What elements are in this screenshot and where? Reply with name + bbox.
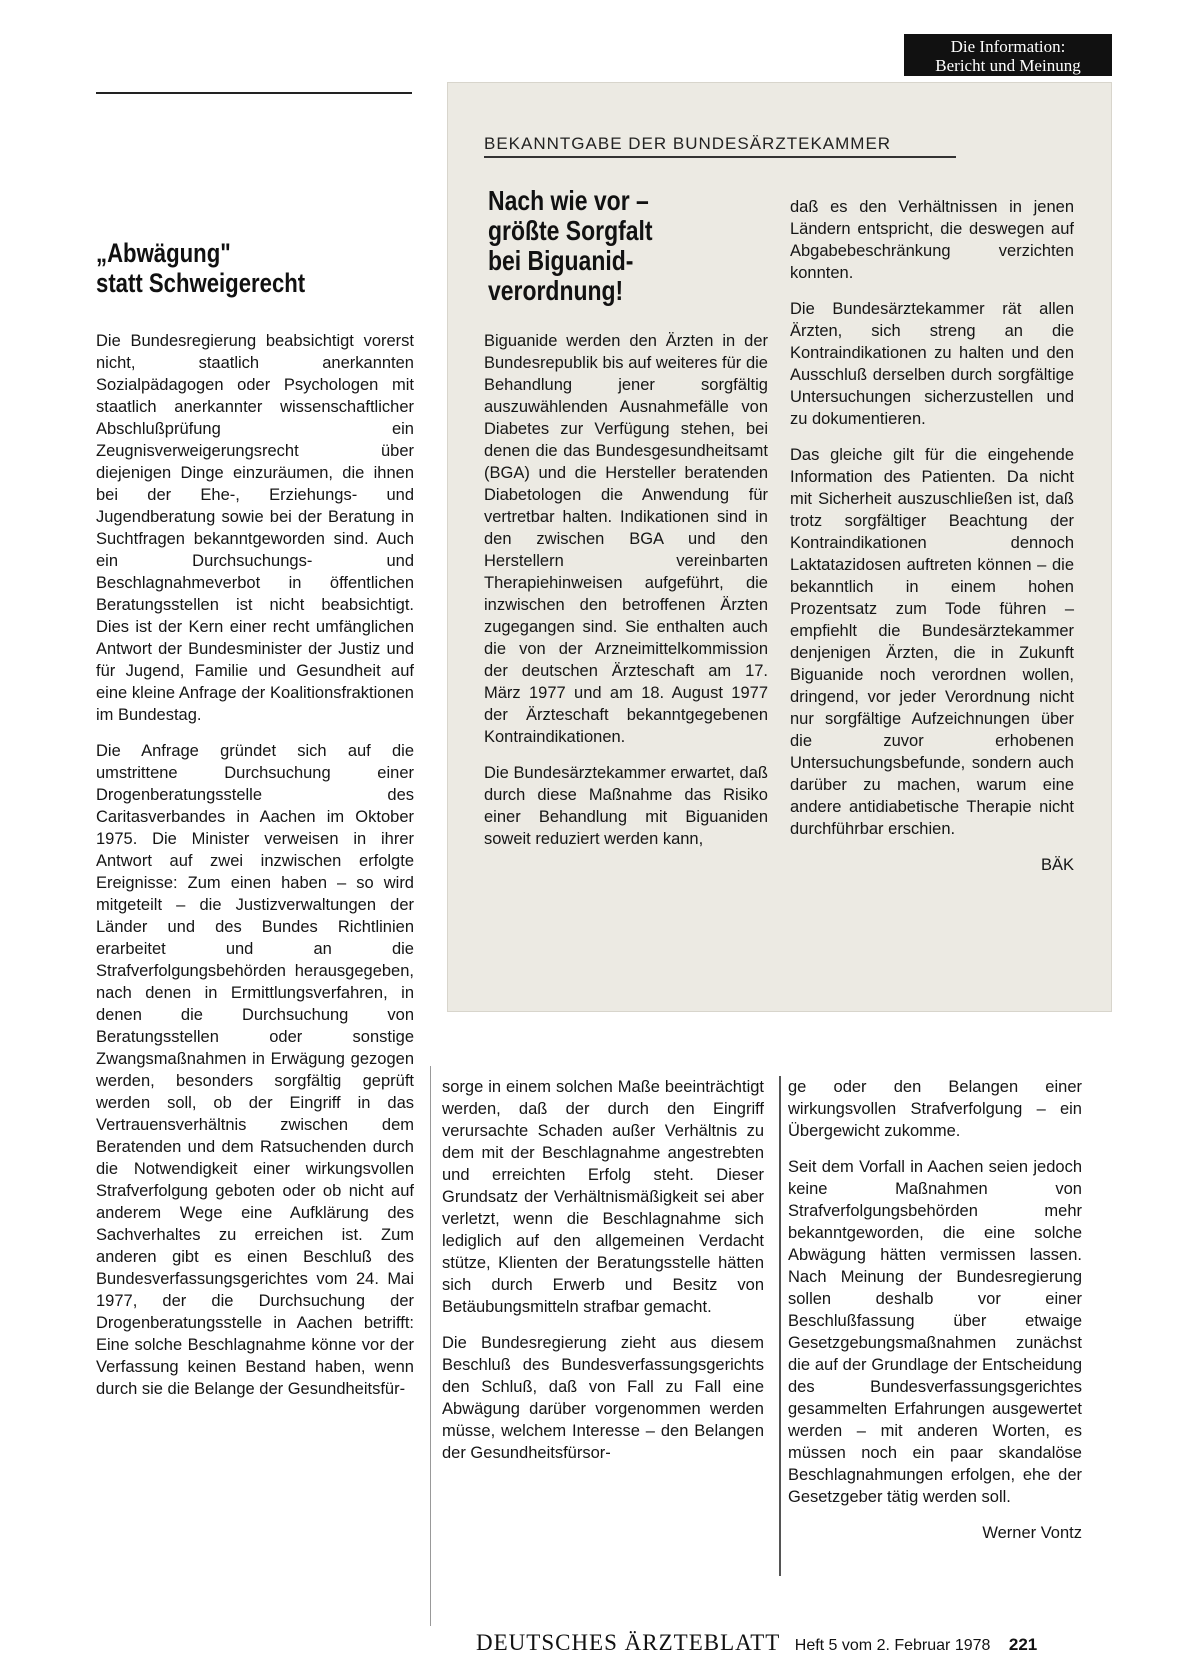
lower-column-divider-left — [430, 1066, 431, 1626]
section-tag — [904, 34, 1112, 76]
journal-name: DEUTSCHES ÄRZTEBLATT — [476, 1630, 781, 1655]
box-column-2 — [790, 196, 1074, 890]
box-column-1-paragraph-1: Biguanide werden den Ärzten in der Bundesrepublik bis auf weiteres für die Behandlung jener sorgfältig auszuwählenden Ausnahmefälle von Diabetes zur Verfügung stehen, bei denen die das Bundesgesundheitsamt (BGA) und die Hersteller beratenden Diabetologen die Anwendung für vertretbar halten. Indikationen sind in den zwischen BGA und den Herstellern vereinbarten Therapiehinweisen aufgeführt, die inzwischen den betroffenen Ärzten zugegangen sind. Sie enthalten auch die von der Arzneimittelkommission der deutschen Ärzteschaft am 17. März 1977 und am 18. August 1977 der Ärzteschaft bekanntgegebenen Kontraindikationen. — [484, 332, 768, 746]
box-column-2-paragraph-1: daß es den Verhältnissen in jenen Ländern entspricht, die deswegen auf Abgabebeschränkung verzichten konnten. — [790, 198, 1074, 282]
left-headline — [96, 238, 391, 298]
continued-column-1 — [442, 1076, 764, 1478]
issue-info: Heft 5 vom 2. Februar 1978 — [794, 1637, 991, 1654]
page-footer — [476, 1630, 1106, 1656]
page-number: 221 — [1008, 1635, 1038, 1654]
box-headline-line-3: bei Biguanid- — [488, 245, 634, 276]
continued-column-1-paragraph-2: Die Bundesregierung zieht aus diesem Beschluß des Bundesverfassungsgerichts den Schluß, daß von Fall zu Fall eine Abwägung darüber vorgenommen werden müsse, welchem Interesse – den Belangen der Gesundheitsfürsor- — [442, 1334, 764, 1462]
box-signature: BÄK — [1040, 856, 1074, 874]
continued-column-2 — [788, 1076, 1082, 1558]
left-article-paragraph-1: Die Bundesregierung beabsichtigt vorerst nicht, staatlich anerkannten Sozialpädagogen oder Psychologen mit staatlich anerkannter wissenschaftlicher Abschlußprüfung ein Zeugnisverweigerungsrecht über diejenigen Dinge einzuräumen, die ihnen bei der Ehe-, Erziehungs- und Jugendberatung sowie bei der Beratung in Suchtfragen bekanntgeworden sind. Auch ein Durchsuchungs- und Beschlagnahmeverbot in öffentlichen Beratungsstellen ist nicht beabsichtigt. Dies ist der Kern einer recht umfänglichen Antwort der Bundesminister der Justiz und für Jugend, Familie und Gesundheit auf eine kleine Anfrage der Koalitionsfraktionen im Bundestag. — [96, 332, 414, 724]
box-column-2-paragraph-3: Das gleiche gilt für die eingehende Information des Patienten. Da nicht mit Sicherheit auszuschließen ist, daß trotz sorgfältiger Beachtung der Kontraindikationen dennoch Laktatazidosen auftreten können – die bekanntlich in einem hohen Prozentsatz zum Tode führen – empfiehlt die Bundesärztekammer denjenigen Ärzten, die in Zukunft Biguanide noch verordnen wollen, dringend, vor jeder Verordnung nicht nur sorgfältige Aufzeichnungen über die zuvor erhobenen Untersuchungsbefunde, sondern auch darüber zu machen, warum eine andere antidiabetische Therapie nicht durchführbar erschien. — [790, 446, 1074, 838]
section-tag-line-2: Bericht und Meinung — [935, 56, 1081, 75]
lower-column-divider — [779, 1076, 781, 1576]
section-tag-line-1: Die Information: — [950, 37, 1066, 56]
box-column-1 — [484, 330, 768, 864]
box-headline-line-2: größte Sorgfalt — [488, 215, 653, 246]
box-headline-line-4: verordnung! — [488, 275, 624, 306]
left-headline-line-1: „Abwägung" — [96, 238, 231, 268]
left-article-paragraph-2: Die Anfrage gründet sich auf die umstrittene Durchsuchung einer Drogenberatungsstelle des Caritasverbandes in Aachen im Oktober 1975. Die Minister verweisen in ihrer Antwort auf zwei inzwischen erfolgte Ereignisse: Zum einen haben – so wird mitgeteilt – die Justizverwaltungen der Länder und des Bundes Richtlinien erarbeitet und an die Strafverfolgungsbehörden herausgegeben, nach denen in Ermittlungsverfahren, in denen die Durchsuchung von Beratungsstellen oder sonstige Zwangsmaßnahmen in Erwägung gezogen werden, besonders sorgfältig geprüft werden soll, ob der Eingriff in das Vertrauensverhältnis zwischen dem Beratenden und dem Ratsuchenden durch die Notwendigkeit einer wirkungsvollen Strafverfolgung geboten oder ob nicht auf anderem Wege eine Aufklärung des Sachverhaltes zu erreichen ist. Zum anderen gibt es einen Beschluß des Bundesverfassungsgerichtes vom 24. Mai 1977, der die Durchsuchung der Drogenberatungsstelle in Aachen betrifft: Eine solche Beschlagnahme könne vor der Verfassung keinen Bestand haben, wenn durch sie die Belange der Gesundheitsfür- — [96, 742, 414, 1398]
box-column-2-paragraph-2: Die Bundesärztekammer rät allen Ärzten, sich streng an die Kontraindikationen zu halten und den Ausschluß derselben durch sorgfältige Untersuchungen sicherzustellen und zu dokumentieren. — [790, 300, 1074, 428]
top-rule — [96, 92, 412, 94]
continued-column-2-paragraph-2: Seit dem Vorfall in Aachen seien jedoch keine Maßnahmen von Strafverfolgungsbehörden mehr bekanntgeworden, die eine solche Abwägung hätten vermissen lassen. Nach Meinung der Bundesregierung sollen deshalb vor einer Beschlußfassung über etwaige Gesetzgebungsmaßnahmen zunächst die auf der Grundlage der Entscheidung des Bundesverfassungsgerichtes gesammelten Erfahrungen ausgewertet werden – mit anderen Worten, es müssen noch ein paar skandalöse Beschlagnahmungen erfolgen, ehe der Gesetzgeber tätig werden soll. — [788, 1158, 1082, 1506]
continued-column-2-paragraph-1: ge oder den Belangen einer wirkungsvollen Strafverfolgung – ein Übergewicht zukomme. — [788, 1078, 1082, 1140]
box-label: BEKANNTGABE DER BUNDESÄRZTEKAMMER — [484, 134, 956, 158]
author-name: Werner Vontz — [982, 1524, 1082, 1542]
left-article-column — [96, 330, 414, 1414]
box-column-1-paragraph-2: Die Bundesärztekammer erwartet, daß durch diese Maßnahme das Risiko einer Behandlung mit Biguaniden soweit reduziert werden kann, — [484, 764, 768, 848]
box-headline — [488, 186, 750, 306]
left-headline-line-2: statt Schweigerecht — [96, 268, 306, 298]
box-headline-line-1: Nach wie vor – — [488, 185, 649, 216]
continued-column-1-paragraph-1: sorge in einem solchen Maße beeinträchtigt werden, daß der durch den Eingriff verursachte Schaden außer Verhältnis zu dem mit der Beschlagnahme angestrebten und erreichten Erfolg steht. Dieser Grundsatz der Verhältnismäßigkeit sei aber verletzt, wenn die Beschlagnahme sich lediglich auf den allgemeinen Verdacht stütze, Klienten der Beratungsstelle hätten sich durch Erwerb und Besitz von Betäubungsmitteln strafbar gemacht. — [442, 1078, 764, 1316]
